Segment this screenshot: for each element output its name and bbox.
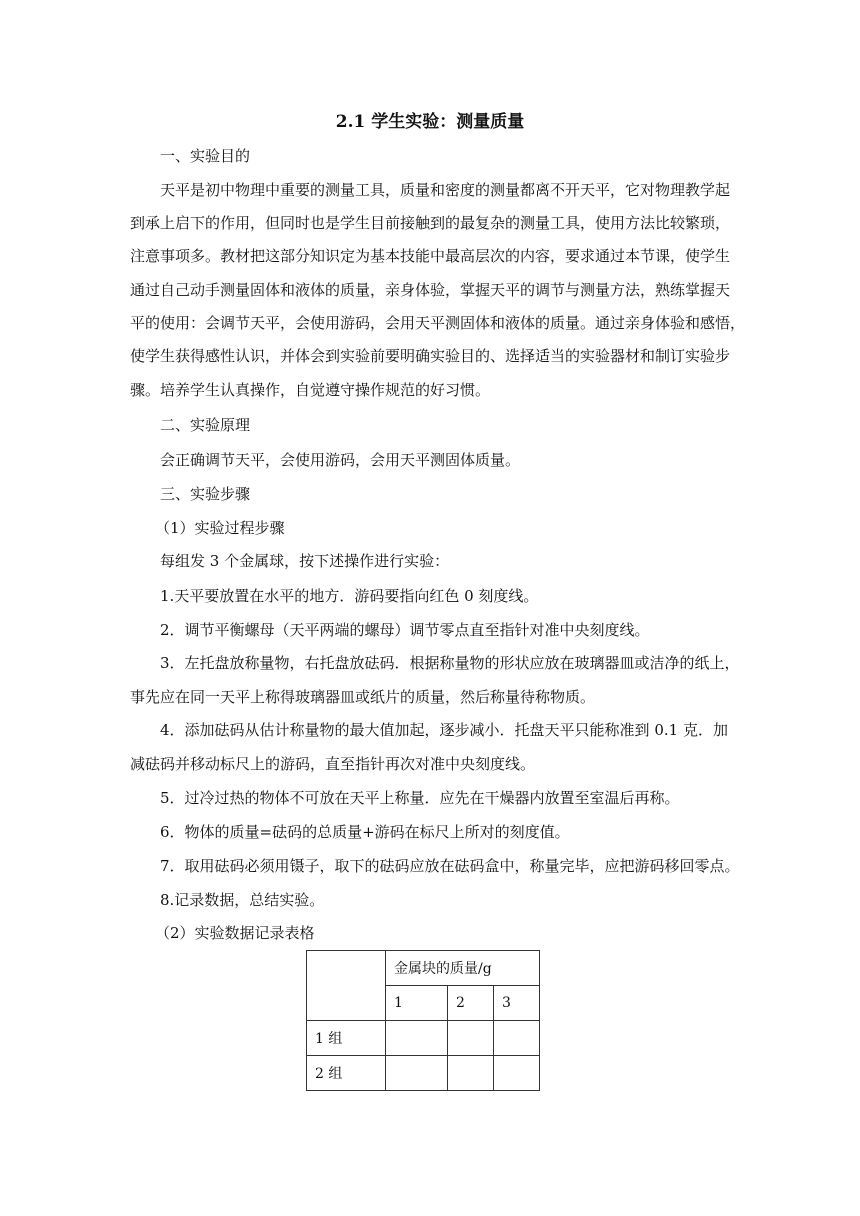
- data-record-table: [306, 950, 540, 1091]
- table-cell: [494, 1021, 540, 1056]
- table-row: [307, 1056, 540, 1091]
- table-column-header: 1: [386, 986, 448, 1021]
- paragraph-line: 到承上启下的作用，但同时也是学生目前接触到的最复杂的测量工具，使用方法比较繁琐，: [130, 214, 731, 232]
- subheading-process: （1）实验过程步骤: [155, 519, 285, 537]
- steps-intro: 每组发 3 个金属球，按下述操作进行实验：: [160, 552, 450, 570]
- subheading-table: （2）实验数据记录表格: [155, 924, 315, 942]
- principle-text: 会正确调节天平，会使用游码，会用天平测固体质量。: [160, 451, 521, 469]
- step-item: 6．物体的质量=砝码的总质量+游码在标尺上所对的刻度值。: [160, 823, 570, 841]
- table-header-cell: 金属块的质量/g: [386, 951, 540, 986]
- step-item: 8.记录数据，总结实验。: [160, 891, 325, 909]
- section-heading-principle: 二、实验原理: [160, 416, 251, 434]
- table-cell: [386, 1056, 448, 1091]
- step-item: 4．添加砝码从估计称量物的最大值加起，逐步减小．托盘天平只能称准到 0.1 克．加: [160, 721, 728, 739]
- table-corner-cell: [307, 951, 386, 1021]
- paragraph-line: 通过自己动手测量固体和液体的质量，亲身体验，掌握天平的调节与测量方法，熟练掌握天: [130, 281, 731, 299]
- table-cell: [448, 1021, 494, 1056]
- table-row: [307, 1021, 540, 1056]
- section-heading-purpose: 一、实验目的: [160, 147, 251, 165]
- table-column-header: 2: [448, 986, 494, 1021]
- table-row-header: 1 组: [307, 1021, 386, 1056]
- step-item: 3．左托盘放称量物，右托盘放砝码．根据称量物的形状应放在玻璃器皿或洁净的纸上，: [160, 654, 740, 672]
- step-item: 减砝码并移动标尺上的游码，直至指针再次对准中央刻度线。: [130, 755, 536, 773]
- paragraph-line: 注意事项多。教材把这部分知识定为基本技能中最高层次的内容，要求通过本节课，使学生: [130, 247, 731, 265]
- step-item: 5．过冷过热的物体不可放在天平上称量．应先在干燥器内放置至室温后再称。: [160, 789, 680, 807]
- document-title: 2.1 学生实验：测量质量: [335, 112, 525, 132]
- paragraph-line: 使学生获得感性认识，并体会到实验前要明确实验目的、选择适当的实验器材和制订实验步: [130, 347, 731, 365]
- step-item: 事先应在同一天平上称得玻璃器皿或纸片的质量，然后称量待称物质。: [130, 688, 596, 706]
- table-row-header: 2 组: [307, 1056, 386, 1091]
- step-item: 2．调节平衡螺母（天平两端的螺母）调节零点直至指针对准中央刻度线。: [160, 621, 650, 639]
- table-cell: [448, 1056, 494, 1091]
- table-cell: [386, 1021, 448, 1056]
- step-item: 1.天平要放置在水平的地方．游码要指向红色 0 刻度线。: [160, 587, 539, 605]
- step-item: 7．取用砝码必须用镊子，取下的砝码应放在砝码盒中，称量完毕，应把游码移回零点。: [160, 857, 740, 875]
- paragraph-line: 骤。培养学生认真操作，自觉遵守操作规范的好习惯。: [130, 381, 491, 399]
- table-row: [307, 951, 540, 986]
- paragraph-line: 天平是初中物理中重要的测量工具，质量和密度的测量都离不开天平，它对物理教学起: [160, 181, 731, 199]
- section-heading-steps: 三、实验步骤: [160, 485, 251, 503]
- table-column-header: 3: [494, 986, 540, 1021]
- table-cell: [494, 1056, 540, 1091]
- paragraph-line: 平的使用：会调节天平，会使用游码，会用天平测固体和液体的质量。通过亲身体验和感悟，: [130, 314, 746, 332]
